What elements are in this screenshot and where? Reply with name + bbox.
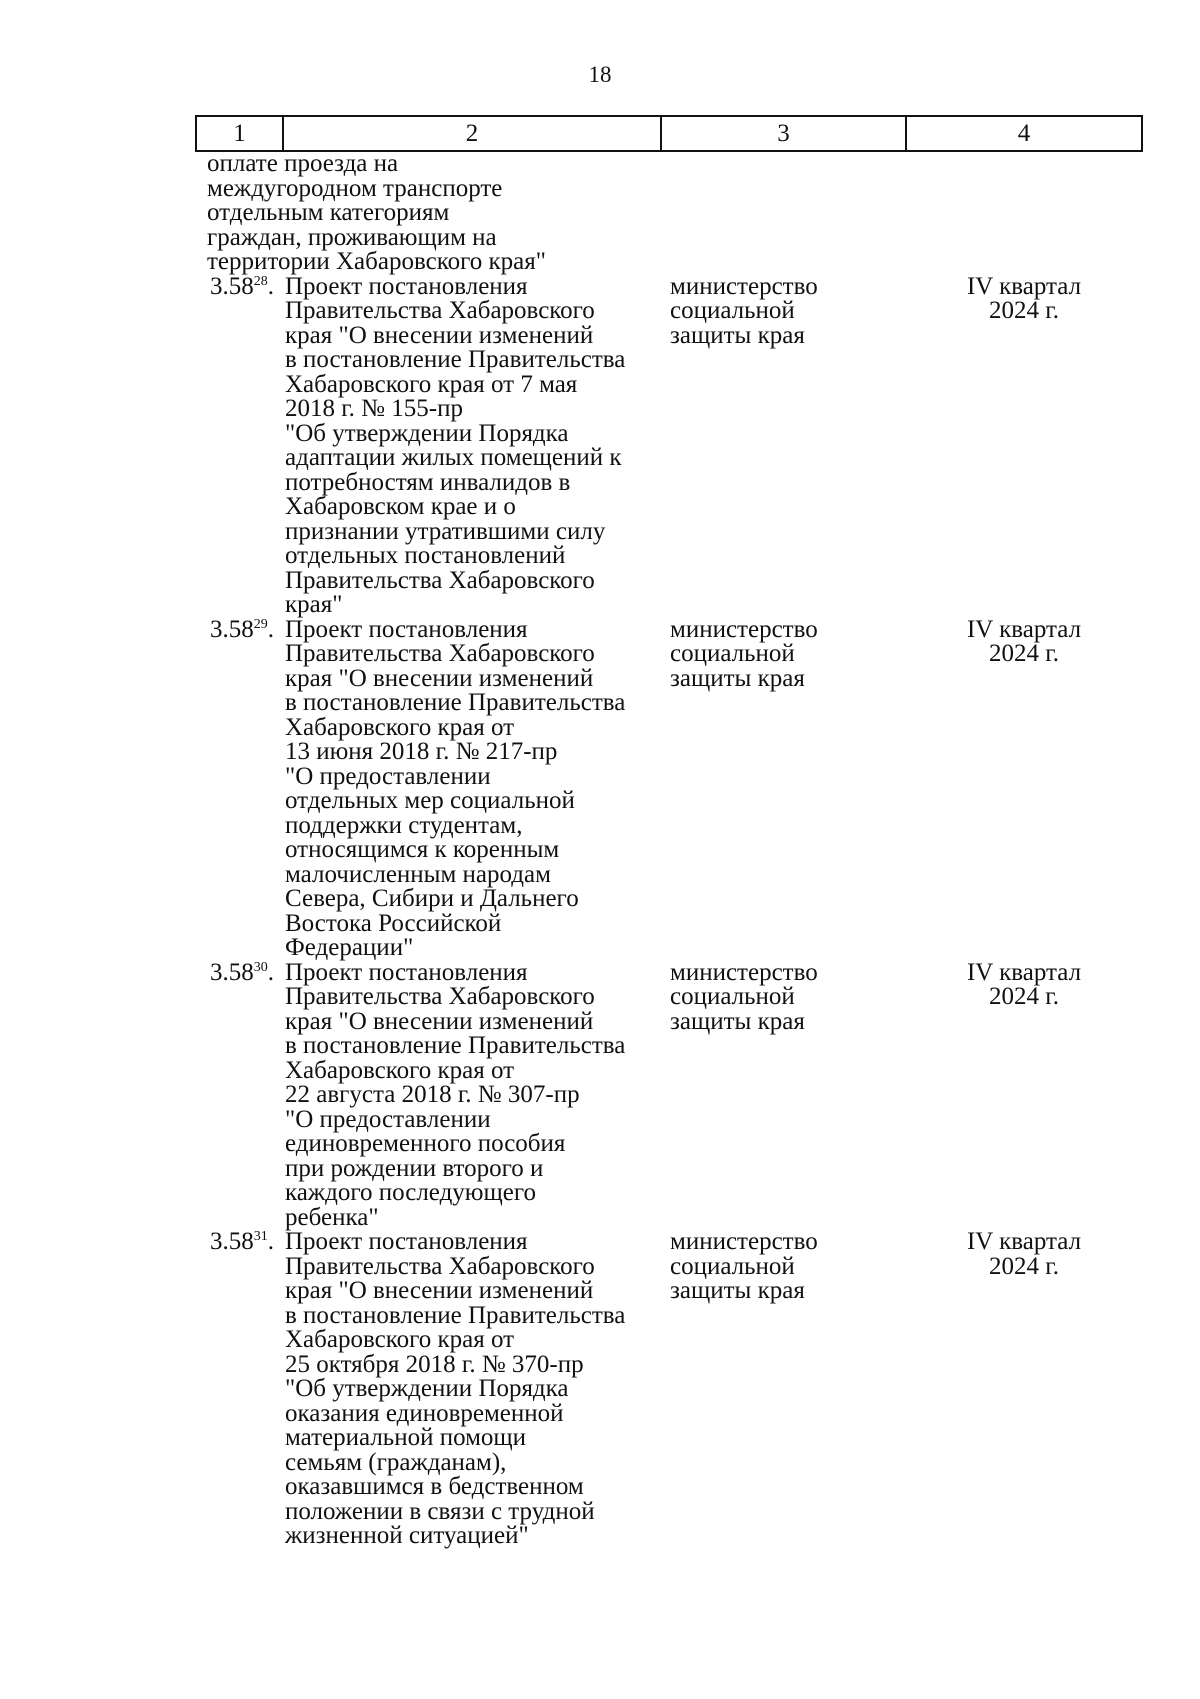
continuation-line: оплате проезда на — [207, 150, 399, 177]
item-number-suffix: . — [267, 1228, 274, 1255]
description-line: в постановление Правительства — [285, 346, 626, 373]
responsible-line: защиты края — [670, 321, 805, 349]
item-responsible — [660, 1230, 905, 1304]
description-line: отдельных постановлений — [285, 542, 566, 569]
table-header — [195, 115, 1143, 152]
description-line: 13 июня 2018 г. № 217-пр — [285, 738, 558, 765]
header-col-4: 4 — [1017, 120, 1031, 147]
description-line: Проект постановления — [285, 1228, 528, 1255]
continuation-line: междугородном транспорте — [207, 174, 503, 202]
deadline-line: 2024 г. — [989, 297, 1059, 324]
item-number-suffix: . — [267, 272, 274, 300]
table-row — [195, 958, 1143, 1231]
description-line: оказавшимся в бедственном — [285, 1473, 584, 1500]
description-line: "Об утверждении Порядка — [285, 1375, 569, 1402]
header-col-3: 3 — [662, 117, 907, 150]
description-line: в постановление Правительства — [285, 1032, 626, 1059]
description-line: Правительства Хабаровского — [285, 983, 595, 1010]
description-line: семьям (гражданам), — [285, 1448, 507, 1476]
description-line: "О предоставлении — [285, 1105, 491, 1133]
description-line: Хабаровском крае и о — [285, 493, 516, 520]
description-line: Федерации" — [285, 934, 414, 961]
description-line: оказания единовременной — [285, 1399, 564, 1427]
description-line: ребенка" — [285, 1203, 379, 1231]
item-number-superscript: 29 — [253, 616, 268, 632]
description-line: малочисленным народам — [285, 860, 551, 888]
responsible-line: социальной — [670, 983, 795, 1010]
continuation-line: граждан, проживающим на — [207, 223, 497, 251]
description-line: Проект постановления — [285, 615, 528, 643]
description-line: 2018 г. № 155-пр — [285, 395, 463, 422]
responsible-line: социальной — [670, 297, 795, 324]
description-line: Правительства Хабаровского — [285, 297, 595, 324]
header-col-2: 2 — [284, 117, 662, 150]
responsible-line: защиты края — [670, 1277, 805, 1304]
item-deadline — [905, 615, 1143, 667]
item-number-suffix: . — [267, 958, 274, 986]
deadline-line: 2024 г. — [989, 983, 1059, 1010]
description-line: "О предоставлении — [285, 762, 491, 790]
table-row — [195, 615, 1143, 961]
item-number — [195, 1230, 282, 1255]
item-number — [195, 958, 282, 986]
deadline-line: IV квартал — [966, 958, 1082, 986]
description-line: материальной помощи — [285, 1424, 527, 1451]
description-line: положении в связи с трудной — [285, 1497, 595, 1525]
deadline-line: IV квартал — [966, 272, 1082, 300]
description-line: адаптации жилых помещений к — [285, 444, 622, 471]
continuation-line: отдельным категориям — [207, 199, 450, 226]
responsible-line: социальной — [670, 640, 795, 667]
description-line: Правительства Хабаровского — [285, 1252, 595, 1280]
description-line: при рождении второго и — [285, 1154, 544, 1182]
description-line: поддержки студентам, — [285, 811, 523, 839]
continuation-row — [195, 152, 1143, 275]
description-line: Хабаровского края от — [285, 1056, 515, 1084]
description-line: относящимся к коренным — [285, 836, 560, 863]
responsible-line: социальной — [670, 1252, 795, 1280]
description-line: края "О внесении изменений — [285, 321, 594, 349]
description-line: Правительства Хабаровского — [285, 640, 595, 667]
item-description — [282, 958, 660, 1231]
table-row — [195, 272, 1143, 618]
description-line: в постановление Правительства — [285, 689, 626, 716]
item-deadline — [905, 272, 1143, 324]
description-line: жизненной ситуацией" — [285, 1522, 529, 1549]
item-number-base: 3.58 — [210, 1228, 254, 1255]
page-number: 18 — [588, 62, 612, 87]
description-line: 25 октября 2018 г. № 370-пр — [285, 1350, 584, 1378]
item-number-superscript: 28 — [253, 273, 268, 289]
item-number — [195, 615, 282, 643]
deadline-line: 2024 г. — [989, 640, 1059, 667]
description-line: 22 августа 2018 г. № 307-пр — [285, 1081, 580, 1108]
item-description — [282, 615, 660, 961]
item-number-base: 3.58 — [210, 615, 254, 643]
description-line: признании утратившими силу — [285, 517, 606, 545]
description-line: потребностям инвалидов в — [285, 468, 571, 496]
description-line: Хабаровского края от — [285, 1326, 515, 1353]
description-line: отдельных мер социальной — [285, 787, 575, 814]
description-line: каждого последующего — [285, 1179, 536, 1206]
deadline-line: IV квартал — [966, 1228, 1082, 1255]
deadline-line: IV квартал — [966, 615, 1082, 643]
responsible-line: министерство — [670, 1228, 818, 1255]
description-line: "Об утверждении Порядка — [285, 419, 569, 447]
item-deadline — [905, 1230, 1143, 1279]
item-deadline — [905, 958, 1143, 1010]
item-number-base: 3.58 — [210, 272, 254, 300]
responsible-line: министерство — [670, 272, 818, 300]
description-line: в постановление Правительства — [285, 1301, 626, 1329]
item-number — [195, 272, 282, 300]
header-col-1: 1 — [197, 117, 284, 150]
table-body — [195, 152, 1143, 1549]
table-row — [195, 1230, 1143, 1549]
deadline-line: 2024 г. — [989, 1252, 1059, 1280]
item-responsible — [660, 615, 905, 692]
item-description — [282, 1230, 660, 1549]
item-number-base: 3.58 — [210, 958, 254, 986]
description-line: Хабаровского края от — [285, 713, 515, 741]
item-description — [282, 272, 660, 618]
item-responsible — [660, 958, 905, 1035]
description-line: Севера, Сибири и Дальнего — [285, 885, 579, 912]
item-number-superscript: 30 — [253, 959, 268, 975]
description-line: Правительства Хабаровского — [285, 566, 595, 594]
item-responsible — [660, 272, 905, 349]
description-line: края "О внесении изменений — [285, 664, 594, 692]
description-line: края "О внесении изменений — [285, 1277, 594, 1304]
responsible-line: министерство — [670, 958, 818, 986]
item-number-suffix: . — [267, 615, 274, 643]
description-line: Востока Российской — [285, 909, 502, 937]
responsible-line: защиты края — [670, 1007, 805, 1035]
continuation-text — [108, 152, 573, 275]
description-line: края" — [285, 591, 343, 618]
responsible-line: министерство — [670, 615, 818, 643]
responsible-line: защиты края — [670, 664, 805, 692]
description-line: Проект постановления — [285, 958, 528, 986]
description-line: Проект постановления — [285, 272, 528, 300]
continuation-line: территории Хабаровского края" — [207, 248, 546, 275]
item-number-superscript: 31 — [253, 1229, 268, 1244]
description-line: Хабаровского края от 7 мая — [285, 370, 578, 398]
description-line: единовременного пособия — [285, 1130, 566, 1157]
description-line: края "О внесении изменений — [285, 1007, 594, 1035]
